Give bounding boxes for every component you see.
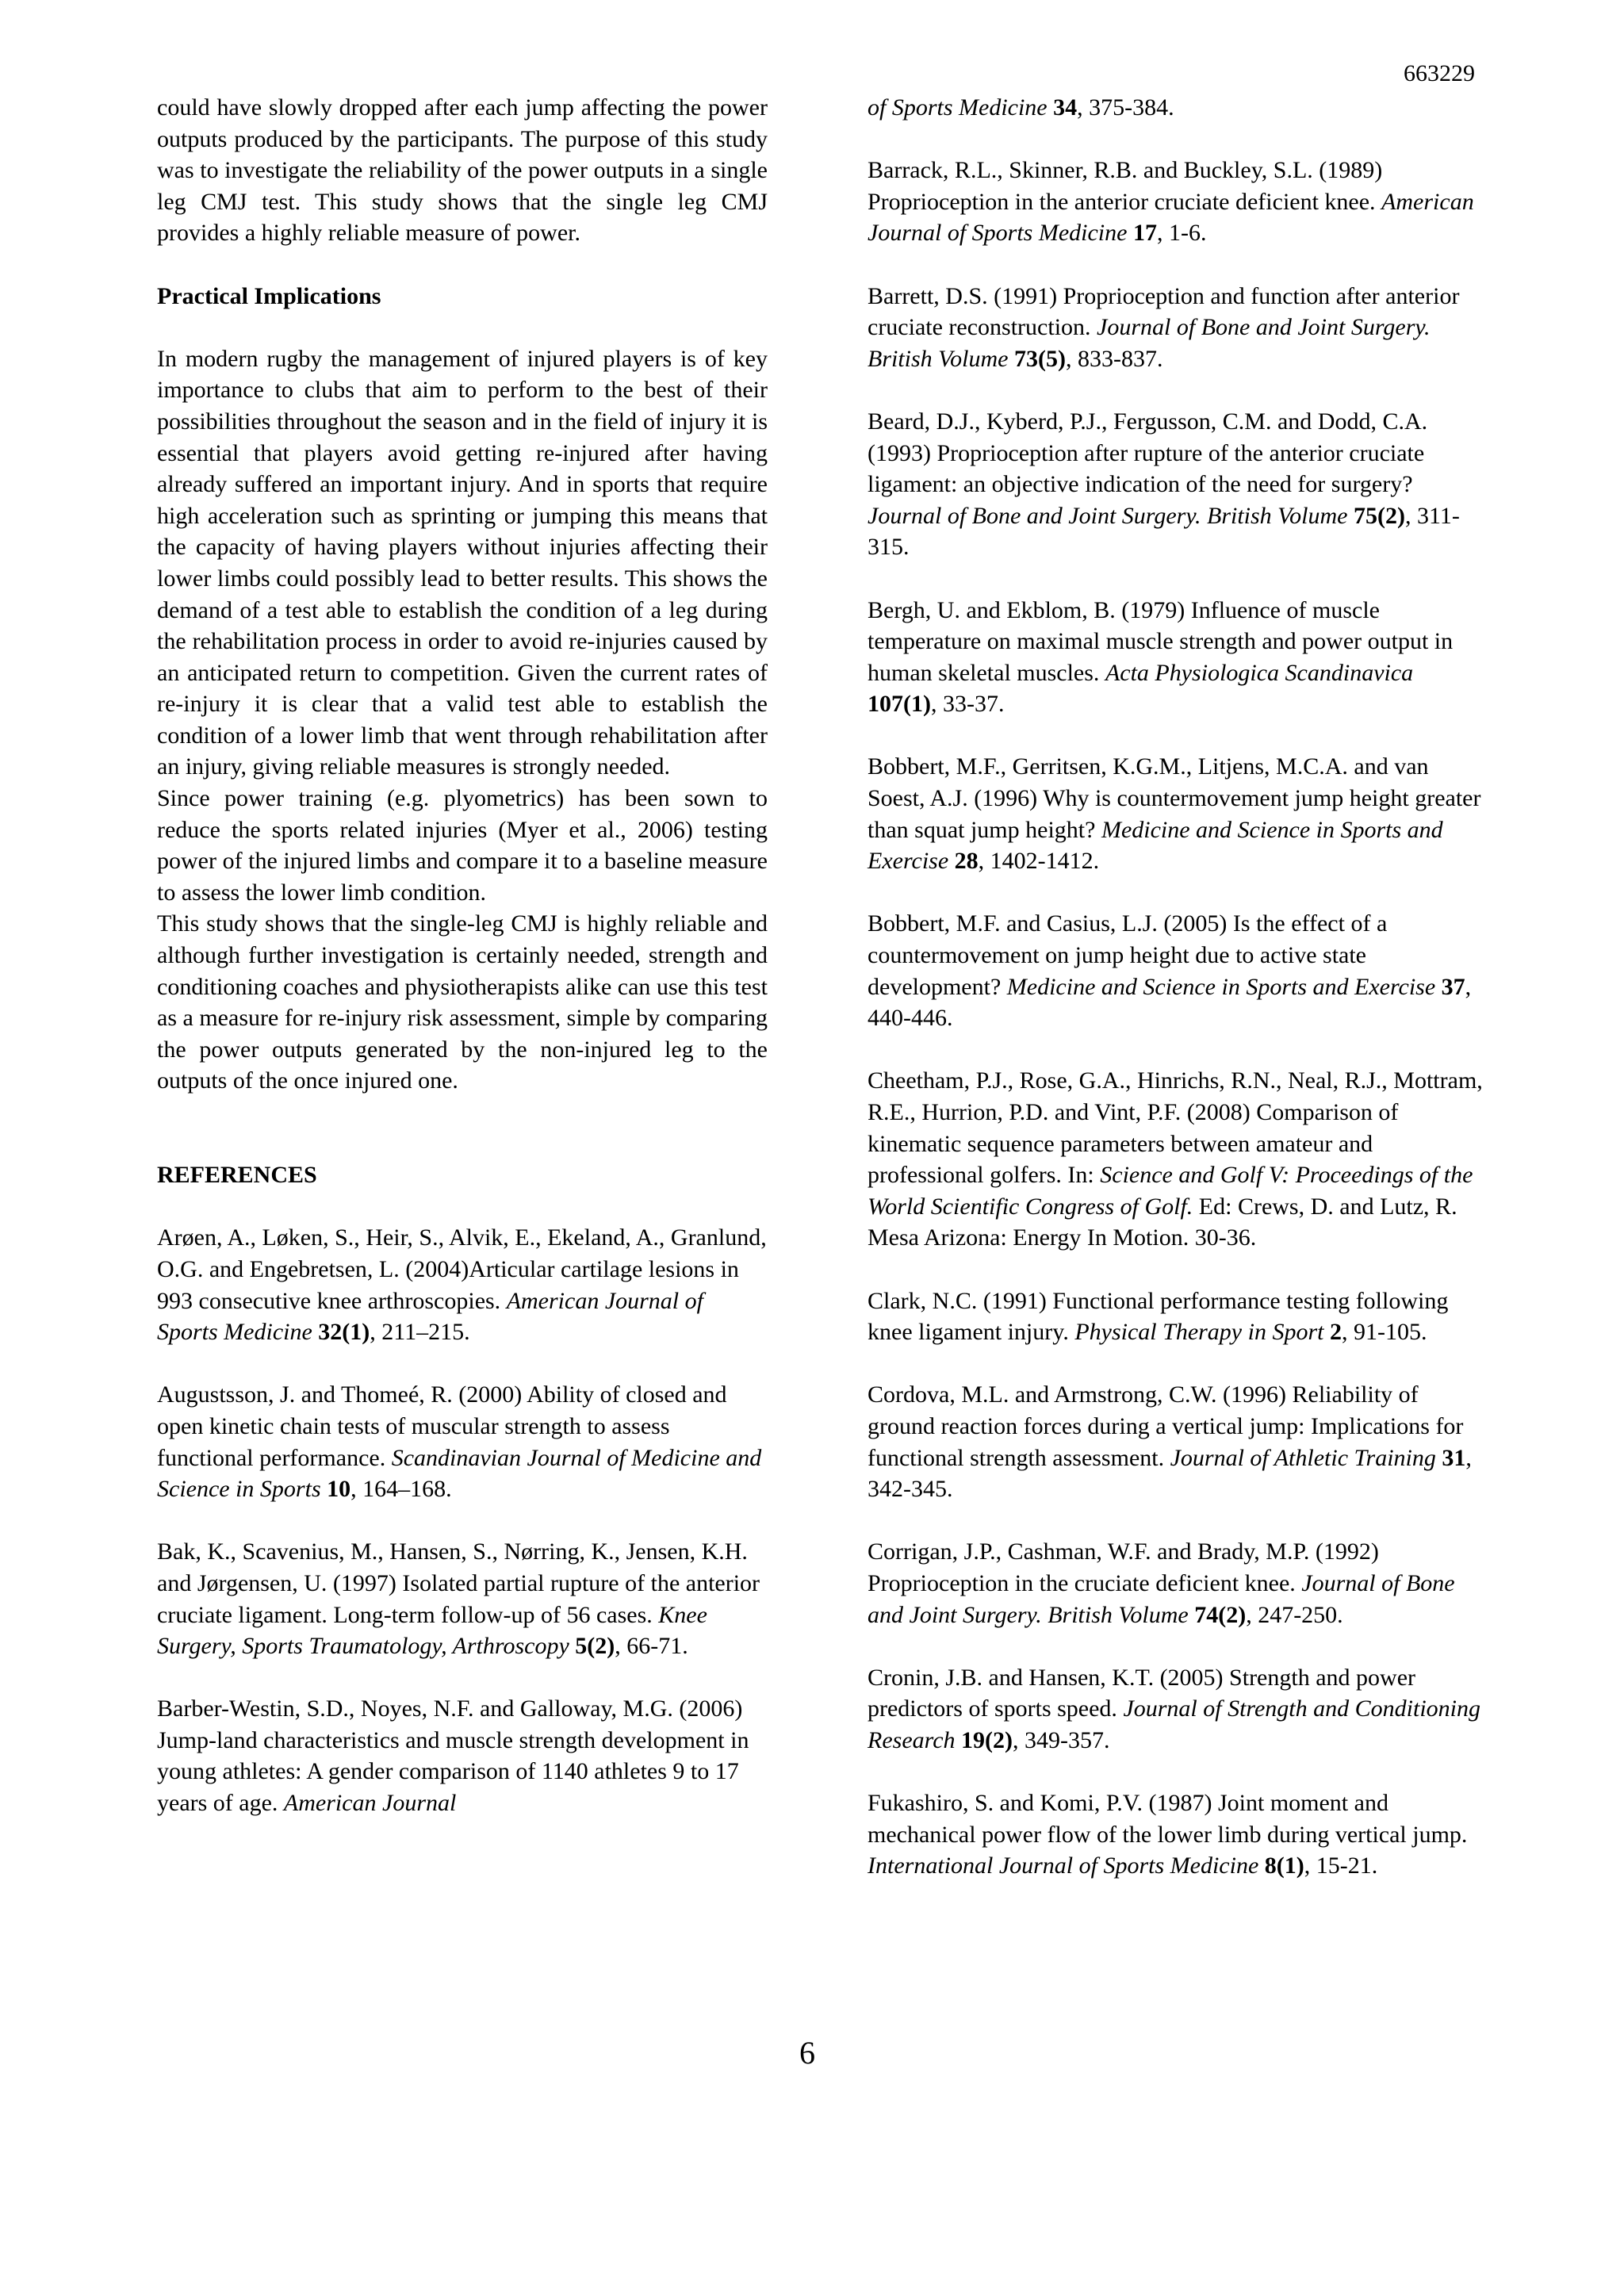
page-id: 663229 [1404,60,1475,86]
practical-paragraph-1: In modern rugby the management of injured players is of key importance to clubs that aim to perform to the best of their possibilities throughout the season and in the field of injury it is essential that players avoid getting re-injured after having already suffered an important injury. And in sports that require high acceleration such as sprinting or jumping this means that the capacity of having players without injuries affecting their lower limbs could possibly lead to better results. This shows the demand of a test able to establish the condition of a leg during the rehabilitation process in order to avoid re-injuries caused by an anticipated return to competition. Given the current rates of re-injury it is clear that a valid test able to establish the condition of a lower limb that went through rehabilitation after an injury, giving reliable measures is strongly needed. [157,345,768,780]
practical-paragraph-3: This study shows that the single-leg CMJ is highly reliable and although further investigation is certainly needed, strength and conditioning coaches and physiotherapists alike can use this test as a measure for re-injury risk assessment, simple by comparing the power outputs generated by the non-injured leg to the outputs of the once injured one. [157,910,768,1094]
page-number: 6 [799,2035,815,2071]
reference-item: Bobbert, M.F., Gerritsen, K.G.M., Litjens, M.C.A. and van Soest, A.J. (1996) Why is countermovement jump height greater than squat jump height? Medicine and Science in Sports and Exercise 28, 1402-1412. [868,753,1481,875]
reference-item: Corrigan, J.P., Cashman, W.F. and Brady, M.P. (1992) Proprioception in the cruciate deficient knee. Journal of Bone and Joint Surgery. British Volume 74(2), 247-250. [868,1538,1455,1628]
reference-item: Cheetham, P.J., Rose, G.A., Hinrichs, R.N., Neal, R.J., Mottram, R.E., Hurrion, P.D. and Vint, P.F. (2008) Comparison of kinematic sequence parameters between amateur and professional golfers. In: Science and Golf V: Proceedings of the World Scientific Congress of Golf. Ed: Crews, D. and Lutz, R. Mesa Arizona: Energy In Motion. 30-36. [868,1067,1483,1251]
reference-item: Barber-Westin, S.D., Noyes, N.F. and Galloway, M.G. (2006) Jump-land characteristics and muscle strength development in young athletes: A gender comparison of 1140 athletes 9 to 17 years of age. American Journal [157,1695,749,1817]
reference-item: Cronin, J.B. and Hansen, K.T. (2005) Strength and power predictors of sports speed. Journal of Strength and Conditioning Research 19(2), 349-357. [868,1664,1480,1753]
right-column [868,92,1486,1882]
reference-item: Clark, N.C. (1991) Functional performance testing following knee ligament injury. Physical Therapy in Sport 2, 91-105. [868,1287,1449,1346]
reference-item: Cordova, M.L. and Armstrong, C.W. (1996) Reliability of ground reaction forces during a vertical jump: Implications for functional strength assessment. Journal of Athletic Training 31, 342-345. [868,1381,1472,1503]
reference-item: Bobbert, M.F. and Casius, L.J. (2005) Is the effect of a countermovement on jump height due to active state development? Medicine and Science in Sports and Exercise 37, 440-446. [868,910,1472,1032]
reference-item: of Sports Medicine 34, 375-384. [868,94,1174,121]
reference-item: Barrack, R.L., Skinner, R.B. and Buckley, S.L. (1989) Proprioception in the anterior cruciate deficient knee. American Journal of Sports Medicine 17, 1-6. [868,157,1474,247]
reference-item: Bak, K., Scavenius, M., Hansen, S., Nørring, K., Jensen, K.H. and Jørgensen, U. (1997) Isolated partial rupture of the anterior cruciate ligament. Long-term follow-up of 56 cases. Knee Surgery, Sports Traumatology, Arthroscopy 5(2), 66-71. [157,1538,760,1660]
reference-item: Beard, D.J., Kyberd, P.J., Fergusson, C.M. and Dodd, C.A. (1993) Proprioception after rupture of the anterior cruciate ligament: an objective indication of the need for surgery? Journal of Bone and Joint Surgery. British Volume 75(2), 311-315. [868,408,1460,561]
reference-item: Barrett, D.S. (1991) Proprioception and function after anterior cruciate reconstruction. Journal of Bone and Joint Surgery. British Volume 73(5), 833-837. [868,282,1460,372]
intro-paragraph: could have slowly dropped after each jump affecting the power outputs produced by the participants. The purpose of this study was to investigate the reliability of the power outputs in a single leg CMJ test. This study shows that the single leg CMJ provides a highly reliable measure of power. [157,94,768,247]
references-heading: REFERENCES [157,1162,317,1189]
practical-implications-heading: Practical Implications [157,282,381,309]
left-column [157,92,768,1819]
reference-item: Augustsson, J. and Thomeé, R. (2000) Ability of closed and open kinetic chain tests of muscular strength to assess functional performance. Scandinavian Journal of Medicine and Science in Sports 10, 164–168. [157,1381,762,1503]
reference-item: Arøen, A., Løken, S., Heir, S., Alvik, E., Ekeland, A., Granlund, O.G. and Engebretsen, L. (2004)Articular cartilage lesions in 993 consecutive knee arthroscopies. American Journal of Sports Medicine 32(1), 211–215. [157,1224,767,1346]
practical-paragraph-2: Since power training (e.g. plyometrics) has been sown to reduce the sports related injuries (Myer et al., 2006) testing power of the injured limbs and compare it to a baseline measure to assess the lower limb condition. [157,785,768,906]
reference-item: Fukashiro, S. and Komi, P.V. (1987) Joint moment and mechanical power flow of the lower limb during vertical jump. International Journal of Sports Medicine 8(1), 15-21. [868,1790,1468,1879]
reference-item: Bergh, U. and Ekblom, B. (1979) Influence of muscle temperature on maximal muscle strength and power output in human skeletal muscles. Acta Physiologica Scandinavica 107(1), 33-37. [868,596,1454,718]
